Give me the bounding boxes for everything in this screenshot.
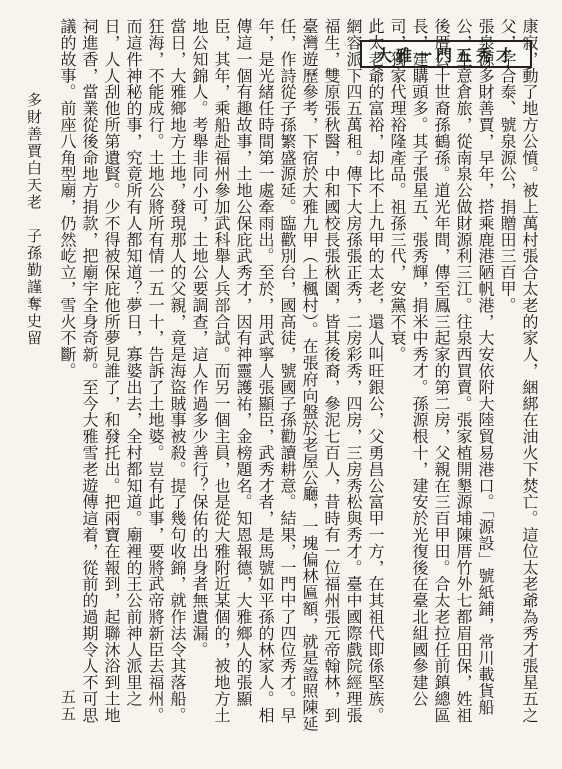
article-body (58, 18, 540, 734)
paragraph-3: 此太老爺的富裕，却比不上九甲的太老，還人叫旺銀公，父勇昌公富甲一方，在其祖代即係堅族。網容派下四五萬租。傳下大房孫張正秀，二房彩秀，四房，三房秀松與秀才。臺中國際戲院經理張福生，雙原張秋醫，中和國校長張秋園，皆其後裔，參泥七百人，昔時有一位福州張元帝翰林，到臺灣遊歷參考，下宿於大雅九甲（上楓村）。在張府向盤於老屋公廳，一塊偏林匾額，就是證照陳延任，作詩從子孫繁盛源延。臨歡別台，國高徒，號國子孫勸讀耕意。結果，一門中了四位秀才。早年，是光緒任時間第一處牽雨出。至於，用武寧人張顯臣，武秀才者，是馬號如平孫的林家人。相傳這一個有趣故事，土地公保庇武秀才，因有神靈護祐，金榜題名。知恩報德，大雅鄉人的張顯臣，其年，乘船赴福州參加武科舉人兵部合試。而另一個主員，也是從大雅附近某個的，被地方土地公知錦人。考舉非同小可，土地公要調查，這人作過多少善行？保佑的出身者無遺漏。 (190, 18, 385, 732)
page-number: 五五 (59, 689, 77, 723)
paragraph-1: 康寂，動了地方公憤。被上萬村張合太老的家人，綑綁在油火下焚亡。這位太老爺為秀才張星五之父，字合泰、號泉源公，捐贈田三百甲。 (498, 18, 539, 724)
footer-caption: 多財善賈白天老 子孫勤謹奪史留 (25, 92, 43, 347)
paragraph-4: 當日，大雅鄉地方土地，發現那人的父親，竟是海盜賊事被殺。提了幾句收錦，就作法令其落船。狂海，不能成行。土地公將所有情一五一十，告訴了土地婆。豈有此事，要將武帝將新臣去福州。而這件神秘的事，究竟所有人都知道？夢日，寡婆出去，全村都知道。廟裡的王公前神人派里之日，人人刮他所第遺賢。少不得被保庇他所夢見誰了，和發托出。把兩寶在報到，起聯沐浴到土地祠進香，當業從後命地方捐款，把廟宇全身奇新。至今大雅雪老遊傳這着，從前的過期令人不可思議的故事。前座八角型廟，仍然屹立，雪火不斷。 (58, 18, 187, 724)
article-title: 大雅一門五秀才 (360, 40, 532, 68)
paragraph-2: 張泉源多財善賈，早年，搭乘鹿港陋帆港，大安依附大陸貿易港口。「源設」號紙鋪，常川載貨船公，生意倉旅，從南泉公做財源利三江。往泉西買賣。張家植開墾源埔陳厝竹外七都眉田保，姓祖後厝公十世裔孫鶴孫。道光年間，傳至鳳三起家的第二房，父親在三百甲田。合太老拉任前鎮總區長，建購頭多。其子張星五、張秀輝，捐米中秀才。孫源根十，建安於光復後在臺北組國參建公司，獨家代理裕隆產品。祖孫三代，安黨不衰。 (388, 18, 495, 724)
